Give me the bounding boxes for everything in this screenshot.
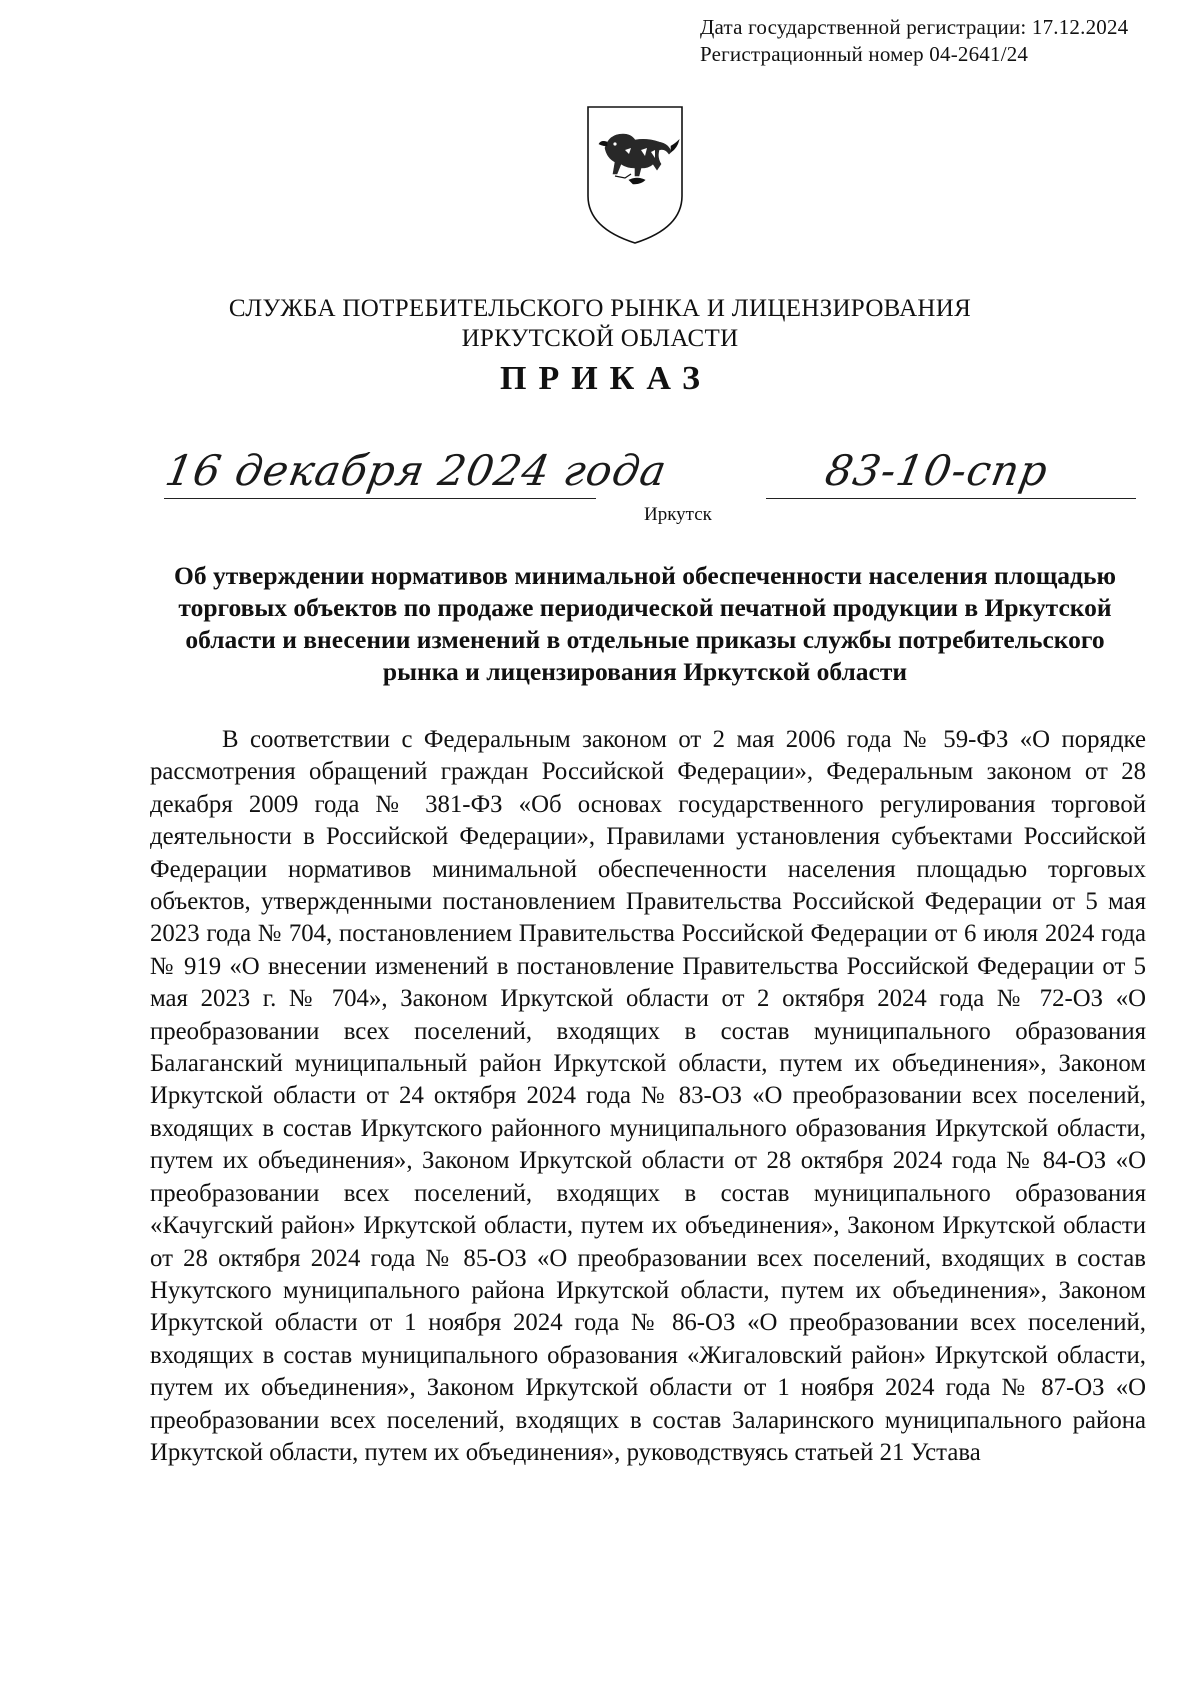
agency-name-line1: СЛУЖБА ПОТРЕБИТЕЛЬСКОГО РЫНКА И ЛИЦЕНЗИРОВАНИЯ: [228, 295, 972, 322]
document-body-paragraph: В соответствии с Федеральным законом от 2 мая 2006 года № 59-ФЗ «О порядке рассмотрения обращений граждан Российской Федерации», Федеральным законом от 28 декабря 2009 года № 381-ФЗ «Об основах государственного регулирования торговой деятельности в Российской Федерации», Правилами установления субъектами Российской Федерации нормативов минимальной обеспеченности населения площадью торговых объектов, утвержденными постановлением Правительства Российской Федерации от 5 мая 2023 года № 704, постановлением Правительства Российской Федерации от 6 июля 2024 года № 919 «О внесении изменений в постановление Правительства Российской Федерации от 5 мая 2023 г. № 704», Законом Иркутской области от 2 октября 2024 года № 72-ОЗ «О преобразовании всех поселений, входящих в состав муниципального образования Балаганский муниципальный район Иркутской области, путем их объединения», Законом Иркутской области от 24 октября 2024 года № 83-ОЗ «О преобразовании всех поселений, входящих в состав Иркутского районного муниципального образования Иркутской области, путем их объединения», Законом Иркутской области от 28 октября 2024 года № 84-ОЗ «О преобразовании всех поселений, входящих в состав муниципального образования «Качугский район» Иркутской области, путем их объединения», Законом Иркутской области от 28 октября 2024 года № 85-ОЗ «О преобразовании всех поселений, входящих в состав Нукутского муниципального района Иркутской области, путем их объединения», Законом Иркутской области от 1 ноября 2024 года № 86-ОЗ «О преобразовании всех поселений, входящих в состав муниципального образования «Жигаловский район» Иркутской области, путем их объединения», Законом Иркутской области от 1 ноября 2024 года № 87-ОЗ «О преобразовании всех поселений, входящих в состав Заларинского муниципального района Иркутской области, путем их объединения», руководствуясь статьей 21 Устава: [150, 726, 1146, 1466]
date-underline: [164, 498, 596, 499]
irkutsk-coat-of-arms-icon: [585, 104, 685, 246]
registration-number: Регистрационный номер 04-2641/24: [700, 42, 1029, 66]
order-number-handwritten: 83-10-спр: [821, 446, 1053, 495]
issuing-agency: [0, 294, 1200, 354]
order-date-handwritten: 16 декабря 2024 года: [161, 446, 671, 495]
number-underline: [766, 498, 1136, 499]
registration-stamp: [700, 14, 1180, 68]
document-type: ПРИКАЗ: [500, 360, 712, 397]
order-city: Иркутск: [644, 504, 712, 525]
document-title: Об утверждении нормативов минимальной обеспеченности населения площадью торговых объектов по продаже периодической печатной продукции в Иркутской области и внесении изменений в отдельные приказы службы потребительского рынка и лицензирования Иркутской области: [174, 561, 1116, 686]
registration-date: Дата государственной регистрации: 17.12.2024: [700, 15, 1129, 39]
agency-name-line2: ИРКУТСКОЙ ОБЛАСТИ: [461, 325, 739, 352]
